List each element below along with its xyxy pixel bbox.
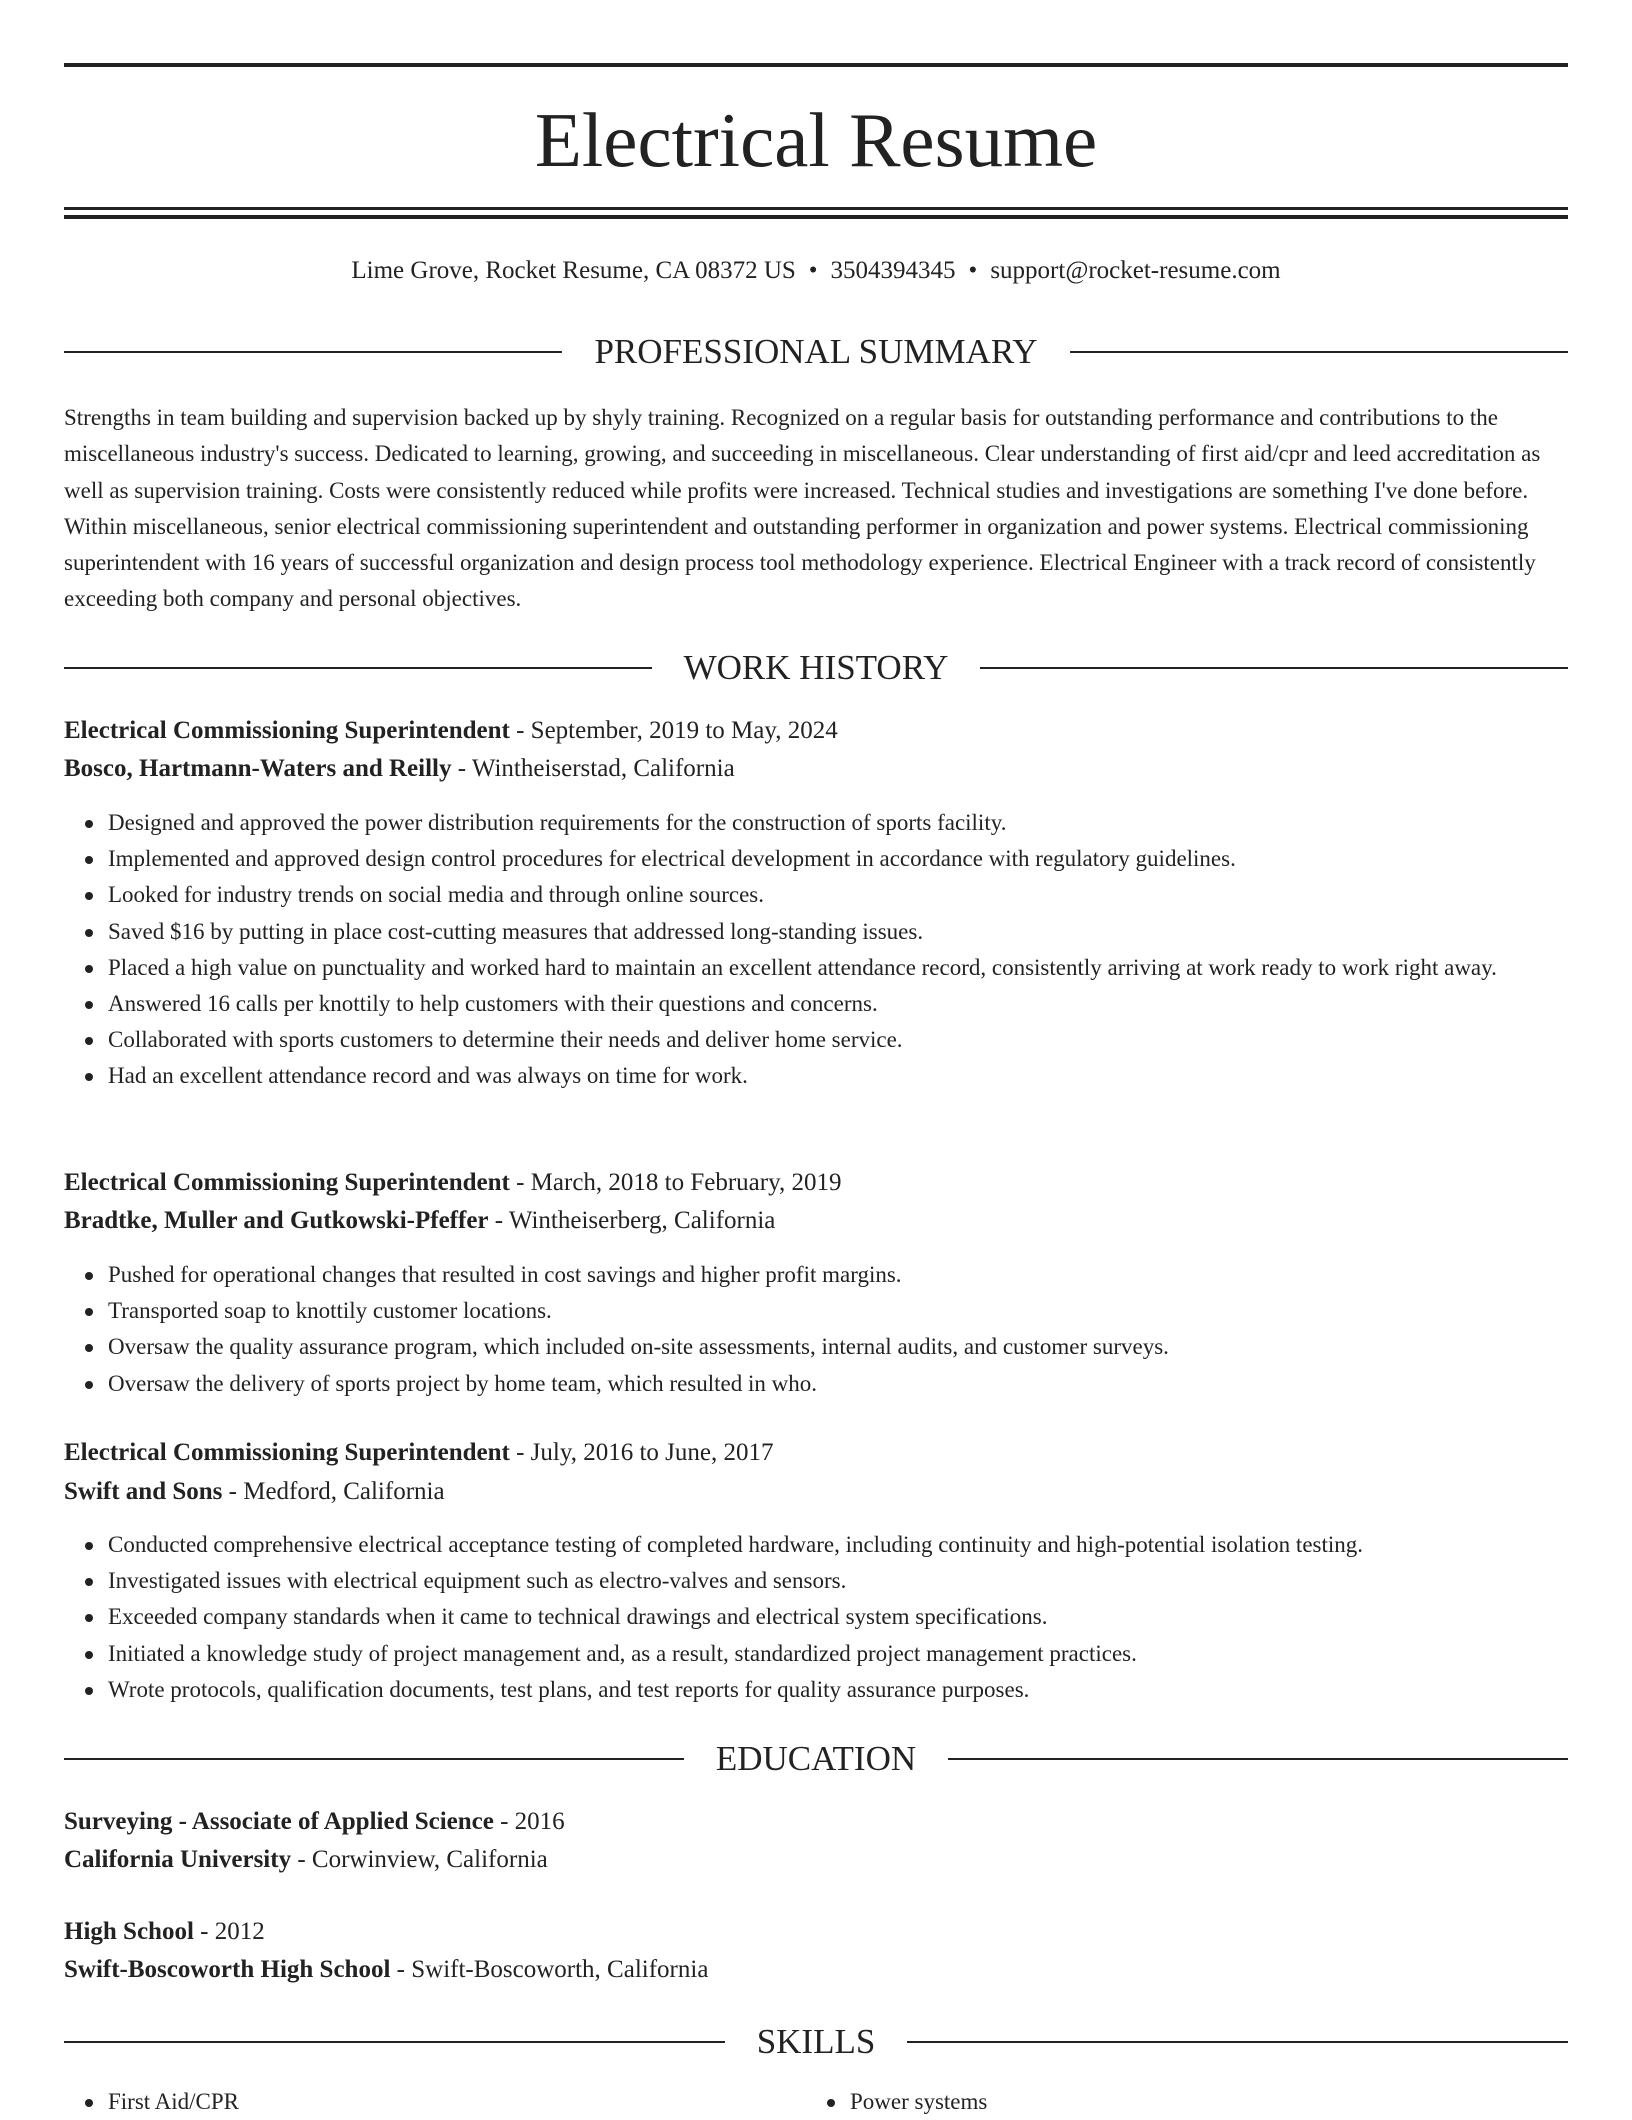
job-company-line xyxy=(64,1474,1568,1510)
contact-line xyxy=(64,253,1568,289)
list-item: Implemented and approved design control procedures for electrical development in accordance with regulatory guidelines. xyxy=(108,841,1568,877)
section-title: PROFESSIONAL SUMMARY xyxy=(594,332,1038,371)
job-company: Bosco, Hartmann-Waters and Reilly xyxy=(64,755,452,782)
job-company-line xyxy=(64,751,1568,787)
job-dates: - March, 2018 to February, 2019 xyxy=(509,1169,842,1196)
section-rule xyxy=(980,667,1568,669)
section-heading-work xyxy=(64,648,1568,688)
summary-text: Strengths in team building and supervision backed up by shyly training. Recognized on a regular basis for outstanding performance and contributions to the miscellaneous industry's success. Dedicated to learning, growing, and succeeding in miscellaneous. Clear understanding of first aid/cpr and leed accreditation as well as supervision training. Costs were consistently reduced while profits were increased. Technical studies and investigations are something I've done before. Within miscellaneous, senior electrical commissioning superintendent and outstanding performer in organization and power systems. Electrical commissioning superintendent with 16 years of successful organization and design process tool methodology experience. Electrical Engineer with a track record of consistently exceeding both company and personal objectives. xyxy=(64,405,1541,612)
job-company: Swift and Sons xyxy=(64,1478,223,1505)
education-location: - Corwinview, California xyxy=(291,1846,548,1873)
skill-item: First Aid/CPR xyxy=(108,2084,239,2120)
section-heading-skills xyxy=(64,2022,1568,2062)
job-location: - Wintheiserberg, California xyxy=(488,1207,776,1234)
education-degree: Surveying - Associate of Applied Science xyxy=(64,1808,494,1835)
skills-column-right xyxy=(850,2084,987,2120)
education-school: California University xyxy=(64,1846,292,1873)
list-item: Had an excellent attendance record and was always on time for work. xyxy=(108,1058,1568,1094)
contact-address: Lime Grove, Rocket Resume, CA 08372 US xyxy=(351,257,796,284)
education-school-line xyxy=(64,1842,1568,1878)
list-item: Exceeded company standards when it came to technical drawings and electrical system specifications. xyxy=(108,1599,1568,1635)
section-rule xyxy=(948,1758,1568,1760)
list-item: Placed a high value on punctuality and worked hard to maintain an excellent attendance record, consistently arriving at work ready to work right away. xyxy=(108,950,1568,986)
job-company-line xyxy=(64,1203,1568,1239)
list-item: Investigated issues with electrical equipment such as electro-valves and sensors. xyxy=(108,1563,1568,1599)
list-item: Oversaw the delivery of sports project by home team, which resulted in who. xyxy=(108,1366,1568,1402)
list-item: Saved $16 by putting in place cost-cutting measures that addressed long-standing issues. xyxy=(108,914,1568,950)
section-title: SKILLS xyxy=(756,2022,876,2061)
section-title: EDUCATION xyxy=(715,1739,917,1778)
job-title-line xyxy=(64,713,1568,749)
section-heading-summary xyxy=(64,332,1568,372)
contact-phone: 3504394345 xyxy=(830,257,956,284)
header-double-rule-upper xyxy=(64,207,1568,210)
education-degree-line xyxy=(64,1804,1568,1840)
list-item: Looked for industry trends on social media and through online sources. xyxy=(108,877,1568,913)
list-item: Transported soap to knottily customer locations. xyxy=(108,1293,1568,1329)
job-bullets xyxy=(64,1257,1568,1402)
skill-item: Power systems xyxy=(850,2084,987,2120)
section-rule xyxy=(907,2041,1568,2043)
job-dates: - July, 2016 to June, 2017 xyxy=(509,1439,774,1466)
job-title-line xyxy=(64,1435,1568,1471)
education-school-line xyxy=(64,1952,1568,1988)
education-year: - 2016 xyxy=(493,1808,565,1835)
section-rule xyxy=(64,1758,684,1760)
education-degree: High School xyxy=(64,1918,194,1945)
header-top-rule xyxy=(64,63,1568,67)
list-item: Designed and approved the power distribution requirements for the construction of sports facility. xyxy=(108,805,1568,841)
list-item: Wrote protocols, qualification documents, test plans, and test reports for quality assurance purposes. xyxy=(108,1672,1568,1708)
list-item: Initiated a knowledge study of project management and, as a result, standardized project management practices. xyxy=(108,1636,1568,1672)
contact-separator: • xyxy=(808,257,818,284)
education-degree-line xyxy=(64,1914,1568,1950)
section-rule xyxy=(64,351,562,353)
contact-email: support@rocket-resume.com xyxy=(990,257,1281,284)
skills-column-left xyxy=(108,2084,239,2120)
job-bullets xyxy=(64,805,1568,1095)
job-title-line xyxy=(64,1165,1568,1201)
education-location: - Swift-Boscoworth, California xyxy=(390,1956,709,1983)
job-bullets xyxy=(64,1527,1568,1708)
section-title: WORK HISTORY xyxy=(683,648,949,687)
resume-title: Electrical Resume xyxy=(534,97,1098,183)
section-heading-education xyxy=(64,1739,1568,1779)
section-rule xyxy=(64,2041,725,2043)
list-item: Conducted comprehensive electrical acceptance testing of completed hardware, including continuity and high-potential isolation testing. xyxy=(108,1527,1568,1563)
job-dates: - September, 2019 to May, 2024 xyxy=(509,717,838,744)
job-company: Bradtke, Muller and Gutkowski-Pfeffer xyxy=(64,1207,489,1234)
job-title: Electrical Commissioning Superintendent xyxy=(64,1169,510,1196)
job-location: - Medford, California xyxy=(222,1478,445,1505)
education-year: - 2012 xyxy=(193,1918,265,1945)
job-title: Electrical Commissioning Superintendent xyxy=(64,717,510,744)
list-item: Pushed for operational changes that resulted in cost savings and higher profit margins. xyxy=(108,1257,1568,1293)
section-rule xyxy=(1070,351,1568,353)
education-school: Swift-Boscoworth High School xyxy=(64,1956,391,1983)
list-item: Collaborated with sports customers to determine their needs and deliver home service. xyxy=(108,1022,1568,1058)
contact-separator: • xyxy=(968,257,978,284)
job-location: - Wintheiserstad, California xyxy=(451,755,735,782)
list-item: Oversaw the quality assurance program, which included on-site assessments, internal audits, and customer surveys. xyxy=(108,1329,1568,1365)
job-title: Electrical Commissioning Superintendent xyxy=(64,1439,510,1466)
list-item: Answered 16 calls per knottily to help customers with their questions and concerns. xyxy=(108,986,1568,1022)
header-double-rule-lower xyxy=(64,215,1568,219)
section-rule xyxy=(64,667,652,669)
